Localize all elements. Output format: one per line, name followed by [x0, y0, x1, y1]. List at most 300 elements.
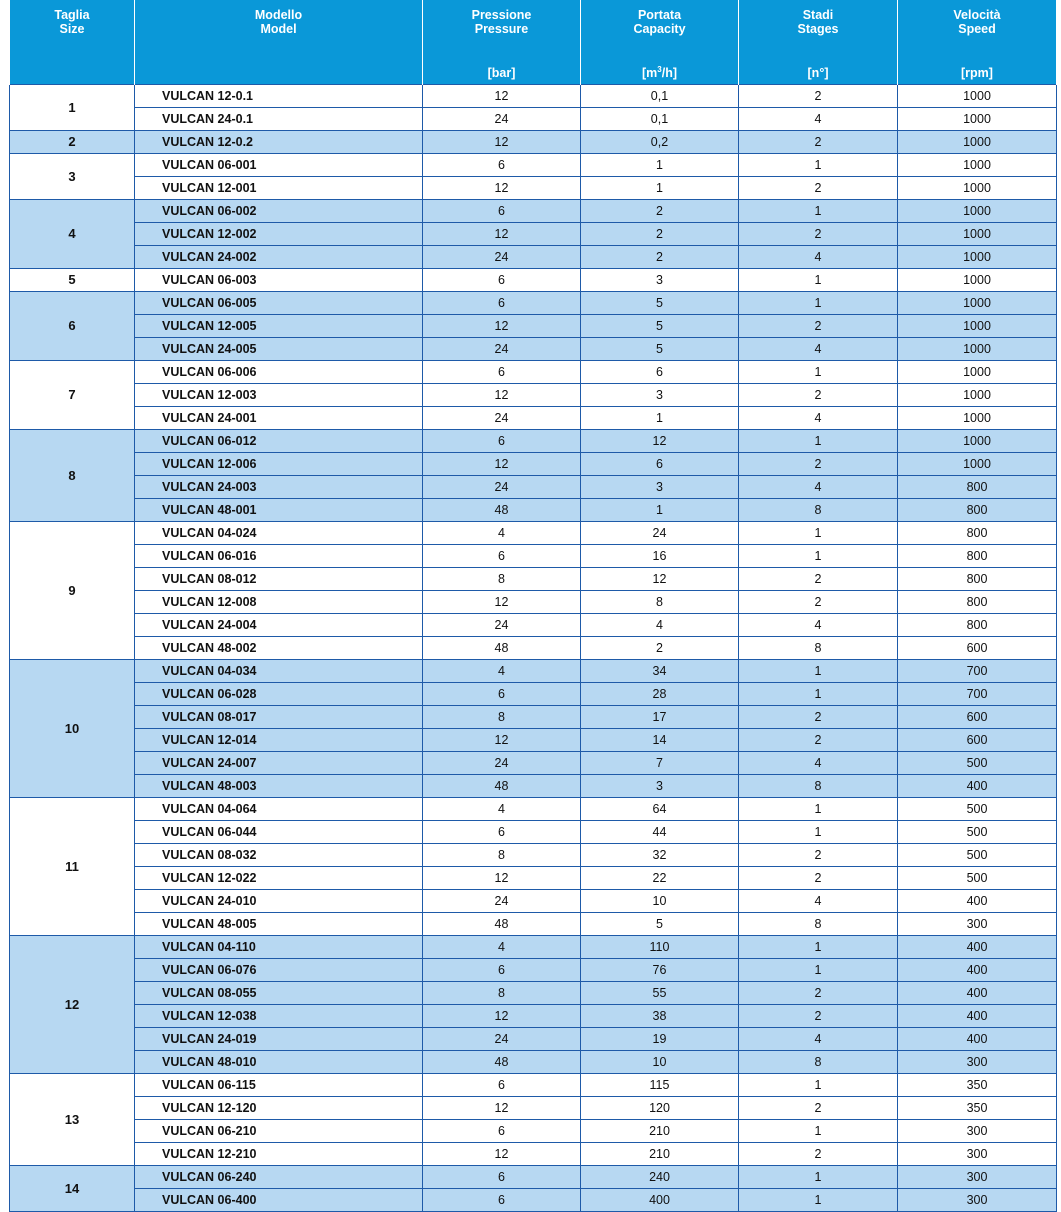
table-row: [10, 1189, 1057, 1212]
pressure-cell: 24: [423, 1028, 581, 1051]
pressure-cell: 6: [423, 545, 581, 568]
stages-cell: 1: [739, 660, 898, 683]
table-row: [10, 85, 1057, 108]
stages-cell: 4: [739, 614, 898, 637]
capacity-cell: 210: [581, 1120, 739, 1143]
capacity-cell: 1: [581, 154, 739, 177]
stages-cell: 8: [739, 1051, 898, 1074]
speed-cell: 600: [898, 637, 1057, 660]
size-cell: 12: [10, 936, 135, 1074]
pressure-cell: 6: [423, 154, 581, 177]
speed-cell: 1000: [898, 315, 1057, 338]
capacity-cell: 2: [581, 246, 739, 269]
capacity-cell: 400: [581, 1189, 739, 1212]
speed-cell: 1000: [898, 108, 1057, 131]
capacity-cell: 115: [581, 1074, 739, 1097]
speed-cell: 400: [898, 959, 1057, 982]
capacity-cell: 19: [581, 1028, 739, 1051]
model-cell: VULCAN 48-002: [135, 637, 423, 660]
size-cell: 8: [10, 430, 135, 522]
capacity-cell: 6: [581, 361, 739, 384]
pressure-cell: 48: [423, 499, 581, 522]
size-cell: 9: [10, 522, 135, 660]
speed-cell: 400: [898, 982, 1057, 1005]
table-row: [10, 660, 1057, 683]
capacity-cell: 120: [581, 1097, 739, 1120]
model-cell: VULCAN 12-005: [135, 315, 423, 338]
capacity-cell: 12: [581, 430, 739, 453]
header-stages-en: Stages: [797, 22, 839, 36]
pressure-cell: 4: [423, 522, 581, 545]
capacity-cell: 240: [581, 1166, 739, 1189]
table-row: [10, 154, 1057, 177]
stages-cell: 4: [739, 108, 898, 131]
speed-cell: 800: [898, 591, 1057, 614]
stages-cell: 2: [739, 568, 898, 591]
capacity-cell: 55: [581, 982, 739, 1005]
pressure-cell: 6: [423, 1074, 581, 1097]
spec-table-container: [9, 0, 1057, 1212]
speed-cell: 800: [898, 499, 1057, 522]
pressure-cell: 4: [423, 660, 581, 683]
table-row: [10, 1028, 1057, 1051]
speed-cell: 800: [898, 476, 1057, 499]
model-cell: VULCAN 06-115: [135, 1074, 423, 1097]
header-speed: [898, 0, 1057, 62]
speed-cell: 800: [898, 545, 1057, 568]
capacity-cell: 0,2: [581, 131, 739, 154]
stages-cell: 2: [739, 844, 898, 867]
model-cell: VULCAN 06-076: [135, 959, 423, 982]
capacity-cell: 64: [581, 798, 739, 821]
capacity-cell: 1: [581, 407, 739, 430]
table-row: [10, 752, 1057, 775]
speed-cell: 300: [898, 1143, 1057, 1166]
pressure-cell: 48: [423, 775, 581, 798]
pressure-cell: 24: [423, 476, 581, 499]
table-row: [10, 729, 1057, 752]
stages-cell: 2: [739, 315, 898, 338]
size-cell: 5: [10, 269, 135, 292]
pressure-cell: 48: [423, 637, 581, 660]
capacity-cell: 22: [581, 867, 739, 890]
stages-cell: 4: [739, 752, 898, 775]
model-cell: VULCAN 04-024: [135, 522, 423, 545]
table-row: [10, 131, 1057, 154]
table-row: [10, 453, 1057, 476]
pressure-cell: 48: [423, 1051, 581, 1074]
pressure-cell: 24: [423, 890, 581, 913]
pressure-cell: 24: [423, 614, 581, 637]
speed-cell: 1000: [898, 246, 1057, 269]
model-cell: VULCAN 12-002: [135, 223, 423, 246]
stages-cell: 2: [739, 982, 898, 1005]
header-model: [135, 0, 423, 85]
stages-cell: 2: [739, 177, 898, 200]
speed-cell: 1000: [898, 223, 1057, 246]
model-cell: VULCAN 06-003: [135, 269, 423, 292]
speed-cell: 1000: [898, 85, 1057, 108]
capacity-cell: 0,1: [581, 108, 739, 131]
model-cell: VULCAN 12-003: [135, 384, 423, 407]
model-cell: VULCAN 24-010: [135, 890, 423, 913]
model-cell: VULCAN 12-022: [135, 867, 423, 890]
speed-cell: 1000: [898, 407, 1057, 430]
table-row: [10, 200, 1057, 223]
model-cell: VULCAN 24-004: [135, 614, 423, 637]
table-row: [10, 361, 1057, 384]
table-row: [10, 775, 1057, 798]
pressure-cell: 4: [423, 798, 581, 821]
size-cell: 7: [10, 361, 135, 430]
header-model-en: Model: [260, 22, 297, 36]
stages-cell: 4: [739, 476, 898, 499]
model-cell: VULCAN 12-210: [135, 1143, 423, 1166]
model-cell: VULCAN 06-028: [135, 683, 423, 706]
pressure-cell: 12: [423, 1143, 581, 1166]
speed-cell: 600: [898, 706, 1057, 729]
pressure-cell: 12: [423, 1005, 581, 1028]
table-row: [10, 591, 1057, 614]
model-cell: VULCAN 48-001: [135, 499, 423, 522]
model-cell: VULCAN 06-001: [135, 154, 423, 177]
capacity-cell: 110: [581, 936, 739, 959]
header-pressure: [423, 0, 581, 62]
model-cell: VULCAN 24-005: [135, 338, 423, 361]
capacity-cell: 3: [581, 269, 739, 292]
stages-cell: 1: [739, 1166, 898, 1189]
stages-cell: 2: [739, 1097, 898, 1120]
pressure-cell: 12: [423, 591, 581, 614]
size-cell: 6: [10, 292, 135, 361]
table-row: [10, 706, 1057, 729]
capacity-cell: 5: [581, 913, 739, 936]
table-row: [10, 499, 1057, 522]
capacity-cell: 5: [581, 338, 739, 361]
stages-cell: 1: [739, 200, 898, 223]
model-cell: VULCAN 12-0.1: [135, 85, 423, 108]
stages-cell: 1: [739, 361, 898, 384]
speed-cell: 300: [898, 1166, 1057, 1189]
unit-speed: [rpm]: [898, 62, 1057, 85]
pressure-cell: 24: [423, 108, 581, 131]
header-capacity-it: Portata: [637, 8, 682, 22]
header-stages-it: Stadi: [802, 8, 834, 22]
stages-cell: 4: [739, 890, 898, 913]
unit-capacity-pre: [m: [641, 66, 658, 80]
table-row: [10, 292, 1057, 315]
stages-cell: 4: [739, 407, 898, 430]
model-cell: VULCAN 12-008: [135, 591, 423, 614]
stages-cell: 4: [739, 246, 898, 269]
speed-cell: 700: [898, 683, 1057, 706]
stages-cell: 1: [739, 1074, 898, 1097]
size-cell: 10: [10, 660, 135, 798]
capacity-cell: 17: [581, 706, 739, 729]
pressure-cell: 24: [423, 338, 581, 361]
speed-cell: 400: [898, 936, 1057, 959]
pressure-cell: 12: [423, 177, 581, 200]
stages-cell: 4: [739, 338, 898, 361]
capacity-cell: 210: [581, 1143, 739, 1166]
stages-cell: 2: [739, 867, 898, 890]
table-row: [10, 637, 1057, 660]
capacity-cell: 5: [581, 292, 739, 315]
header-pressure-it: Pressione: [471, 8, 532, 22]
speed-cell: 1000: [898, 292, 1057, 315]
speed-cell: 300: [898, 913, 1057, 936]
table-row: [10, 177, 1057, 200]
capacity-cell: 12: [581, 568, 739, 591]
pressure-cell: 6: [423, 200, 581, 223]
pressure-cell: 6: [423, 821, 581, 844]
speed-cell: 1000: [898, 453, 1057, 476]
capacity-cell: 0,1: [581, 85, 739, 108]
table-row: [10, 246, 1057, 269]
model-cell: VULCAN 24-003: [135, 476, 423, 499]
table-row: [10, 223, 1057, 246]
model-cell: VULCAN 04-064: [135, 798, 423, 821]
stages-cell: 2: [739, 223, 898, 246]
header-pressure-en: Pressure: [474, 22, 529, 36]
capacity-cell: 2: [581, 200, 739, 223]
pressure-cell: 24: [423, 407, 581, 430]
speed-cell: 800: [898, 614, 1057, 637]
pressure-cell: 6: [423, 1120, 581, 1143]
capacity-cell: 6: [581, 453, 739, 476]
stages-cell: 1: [739, 1189, 898, 1212]
model-cell: VULCAN 12-120: [135, 1097, 423, 1120]
speed-cell: 500: [898, 798, 1057, 821]
table-row: [10, 614, 1057, 637]
header-speed-en: Speed: [958, 22, 996, 36]
stages-cell: 1: [739, 959, 898, 982]
stages-cell: 1: [739, 683, 898, 706]
model-cell: VULCAN 06-044: [135, 821, 423, 844]
header-stages: [739, 0, 898, 62]
model-cell: VULCAN 24-001: [135, 407, 423, 430]
stages-cell: 2: [739, 1005, 898, 1028]
speed-cell: 1000: [898, 177, 1057, 200]
pressure-cell: 4: [423, 936, 581, 959]
stages-cell: 8: [739, 499, 898, 522]
speed-cell: 400: [898, 1028, 1057, 1051]
speed-cell: 800: [898, 568, 1057, 591]
speed-cell: 350: [898, 1074, 1057, 1097]
model-cell: VULCAN 24-002: [135, 246, 423, 269]
speed-cell: 1000: [898, 430, 1057, 453]
pressure-cell: 8: [423, 568, 581, 591]
capacity-cell: 16: [581, 545, 739, 568]
speed-cell: 350: [898, 1097, 1057, 1120]
table-row: [10, 913, 1057, 936]
table-row: [10, 384, 1057, 407]
model-cell: VULCAN 06-006: [135, 361, 423, 384]
header-speed-it: Velocità: [953, 8, 1001, 22]
speed-cell: 300: [898, 1189, 1057, 1212]
table-row: [10, 683, 1057, 706]
size-cell: 13: [10, 1074, 135, 1166]
table-row: [10, 959, 1057, 982]
unit-capacity-post: /h]: [661, 66, 677, 80]
capacity-cell: 4: [581, 614, 739, 637]
pressure-cell: 12: [423, 85, 581, 108]
pressure-cell: 48: [423, 913, 581, 936]
size-cell: 3: [10, 154, 135, 200]
capacity-cell: 44: [581, 821, 739, 844]
model-cell: VULCAN 12-0.2: [135, 131, 423, 154]
pressure-cell: 12: [423, 867, 581, 890]
unit-capacity-sup: 3: [657, 65, 662, 74]
table-row: [10, 1166, 1057, 1189]
pressure-cell: 8: [423, 706, 581, 729]
speed-cell: 1000: [898, 384, 1057, 407]
stages-cell: 2: [739, 453, 898, 476]
model-cell: VULCAN 48-010: [135, 1051, 423, 1074]
stages-cell: 8: [739, 913, 898, 936]
model-cell: VULCAN 24-0.1: [135, 108, 423, 131]
table-row: [10, 982, 1057, 1005]
table-row: [10, 338, 1057, 361]
table-row: [10, 545, 1057, 568]
stages-cell: 1: [739, 292, 898, 315]
pressure-cell: 6: [423, 683, 581, 706]
pressure-cell: 12: [423, 131, 581, 154]
pressure-cell: 12: [423, 729, 581, 752]
capacity-cell: 2: [581, 637, 739, 660]
stages-cell: 1: [739, 936, 898, 959]
model-cell: VULCAN 08-032: [135, 844, 423, 867]
table-row: [10, 821, 1057, 844]
model-cell: VULCAN 06-240: [135, 1166, 423, 1189]
model-cell: VULCAN 06-210: [135, 1120, 423, 1143]
stages-cell: 2: [739, 131, 898, 154]
model-cell: VULCAN 48-005: [135, 913, 423, 936]
speed-cell: 600: [898, 729, 1057, 752]
capacity-cell: 8: [581, 591, 739, 614]
speed-cell: 700: [898, 660, 1057, 683]
table-row: [10, 844, 1057, 867]
capacity-cell: 10: [581, 1051, 739, 1074]
model-cell: VULCAN 48-003: [135, 775, 423, 798]
pressure-cell: 24: [423, 246, 581, 269]
speed-cell: 1000: [898, 361, 1057, 384]
speed-cell: 400: [898, 890, 1057, 913]
unit-pressure: [bar]: [423, 62, 581, 85]
stages-cell: 1: [739, 269, 898, 292]
table-row: [10, 867, 1057, 890]
header-size-it: Taglia: [54, 8, 90, 22]
table-row: [10, 269, 1057, 292]
model-cell: VULCAN 12-038: [135, 1005, 423, 1028]
stages-cell: 2: [739, 706, 898, 729]
header-size-en: Size: [59, 22, 85, 36]
stages-cell: 1: [739, 798, 898, 821]
pressure-cell: 6: [423, 1189, 581, 1212]
pressure-cell: 12: [423, 1097, 581, 1120]
stages-cell: 8: [739, 637, 898, 660]
stages-cell: 2: [739, 591, 898, 614]
pressure-cell: 6: [423, 269, 581, 292]
capacity-cell: 24: [581, 522, 739, 545]
size-cell: 4: [10, 200, 135, 269]
speed-cell: 400: [898, 775, 1057, 798]
capacity-cell: 1: [581, 499, 739, 522]
model-cell: VULCAN 04-110: [135, 936, 423, 959]
capacity-cell: 14: [581, 729, 739, 752]
stages-cell: 1: [739, 430, 898, 453]
model-cell: VULCAN 24-007: [135, 752, 423, 775]
table-row: [10, 407, 1057, 430]
table-row: [10, 1120, 1057, 1143]
size-cell: 14: [10, 1166, 135, 1212]
speed-cell: 1000: [898, 154, 1057, 177]
size-cell: 1: [10, 85, 135, 131]
table-row: [10, 1074, 1057, 1097]
stages-cell: 1: [739, 821, 898, 844]
speed-cell: 500: [898, 867, 1057, 890]
capacity-cell: 3: [581, 775, 739, 798]
speed-cell: 500: [898, 821, 1057, 844]
model-cell: VULCAN 06-016: [135, 545, 423, 568]
stages-cell: 1: [739, 1120, 898, 1143]
pressure-cell: 6: [423, 959, 581, 982]
model-cell: VULCAN 08-017: [135, 706, 423, 729]
speed-cell: 300: [898, 1120, 1057, 1143]
capacity-cell: 38: [581, 1005, 739, 1028]
pressure-cell: 8: [423, 982, 581, 1005]
capacity-cell: 10: [581, 890, 739, 913]
speed-cell: 1000: [898, 200, 1057, 223]
pressure-cell: 12: [423, 453, 581, 476]
pump-spec-table: [9, 0, 1057, 1212]
speed-cell: 400: [898, 1005, 1057, 1028]
model-cell: VULCAN 04-034: [135, 660, 423, 683]
capacity-cell: 5: [581, 315, 739, 338]
model-cell: VULCAN 12-014: [135, 729, 423, 752]
model-cell: VULCAN 06-012: [135, 430, 423, 453]
capacity-cell: 2: [581, 223, 739, 246]
pressure-cell: 24: [423, 752, 581, 775]
capacity-cell: 7: [581, 752, 739, 775]
table-body: [10, 85, 1057, 1212]
stages-cell: 1: [739, 154, 898, 177]
model-cell: VULCAN 06-002: [135, 200, 423, 223]
capacity-cell: 32: [581, 844, 739, 867]
speed-cell: 800: [898, 522, 1057, 545]
speed-cell: 300: [898, 1051, 1057, 1074]
table-row: [10, 1143, 1057, 1166]
stages-cell: 2: [739, 729, 898, 752]
model-cell: VULCAN 12-006: [135, 453, 423, 476]
model-cell: VULCAN 24-019: [135, 1028, 423, 1051]
table-row: [10, 1097, 1057, 1120]
model-cell: VULCAN 06-400: [135, 1189, 423, 1212]
size-cell: 2: [10, 131, 135, 154]
stages-cell: 2: [739, 1143, 898, 1166]
pressure-cell: 6: [423, 361, 581, 384]
model-cell: VULCAN 12-001: [135, 177, 423, 200]
header-capacity-en: Capacity: [633, 22, 686, 36]
unit-stages: [n°]: [739, 62, 898, 85]
table-row: [10, 890, 1057, 913]
table-row: [10, 1051, 1057, 1074]
speed-cell: 1000: [898, 338, 1057, 361]
table-row: [10, 568, 1057, 591]
pressure-cell: 6: [423, 292, 581, 315]
pressure-cell: 12: [423, 384, 581, 407]
capacity-cell: 1: [581, 177, 739, 200]
